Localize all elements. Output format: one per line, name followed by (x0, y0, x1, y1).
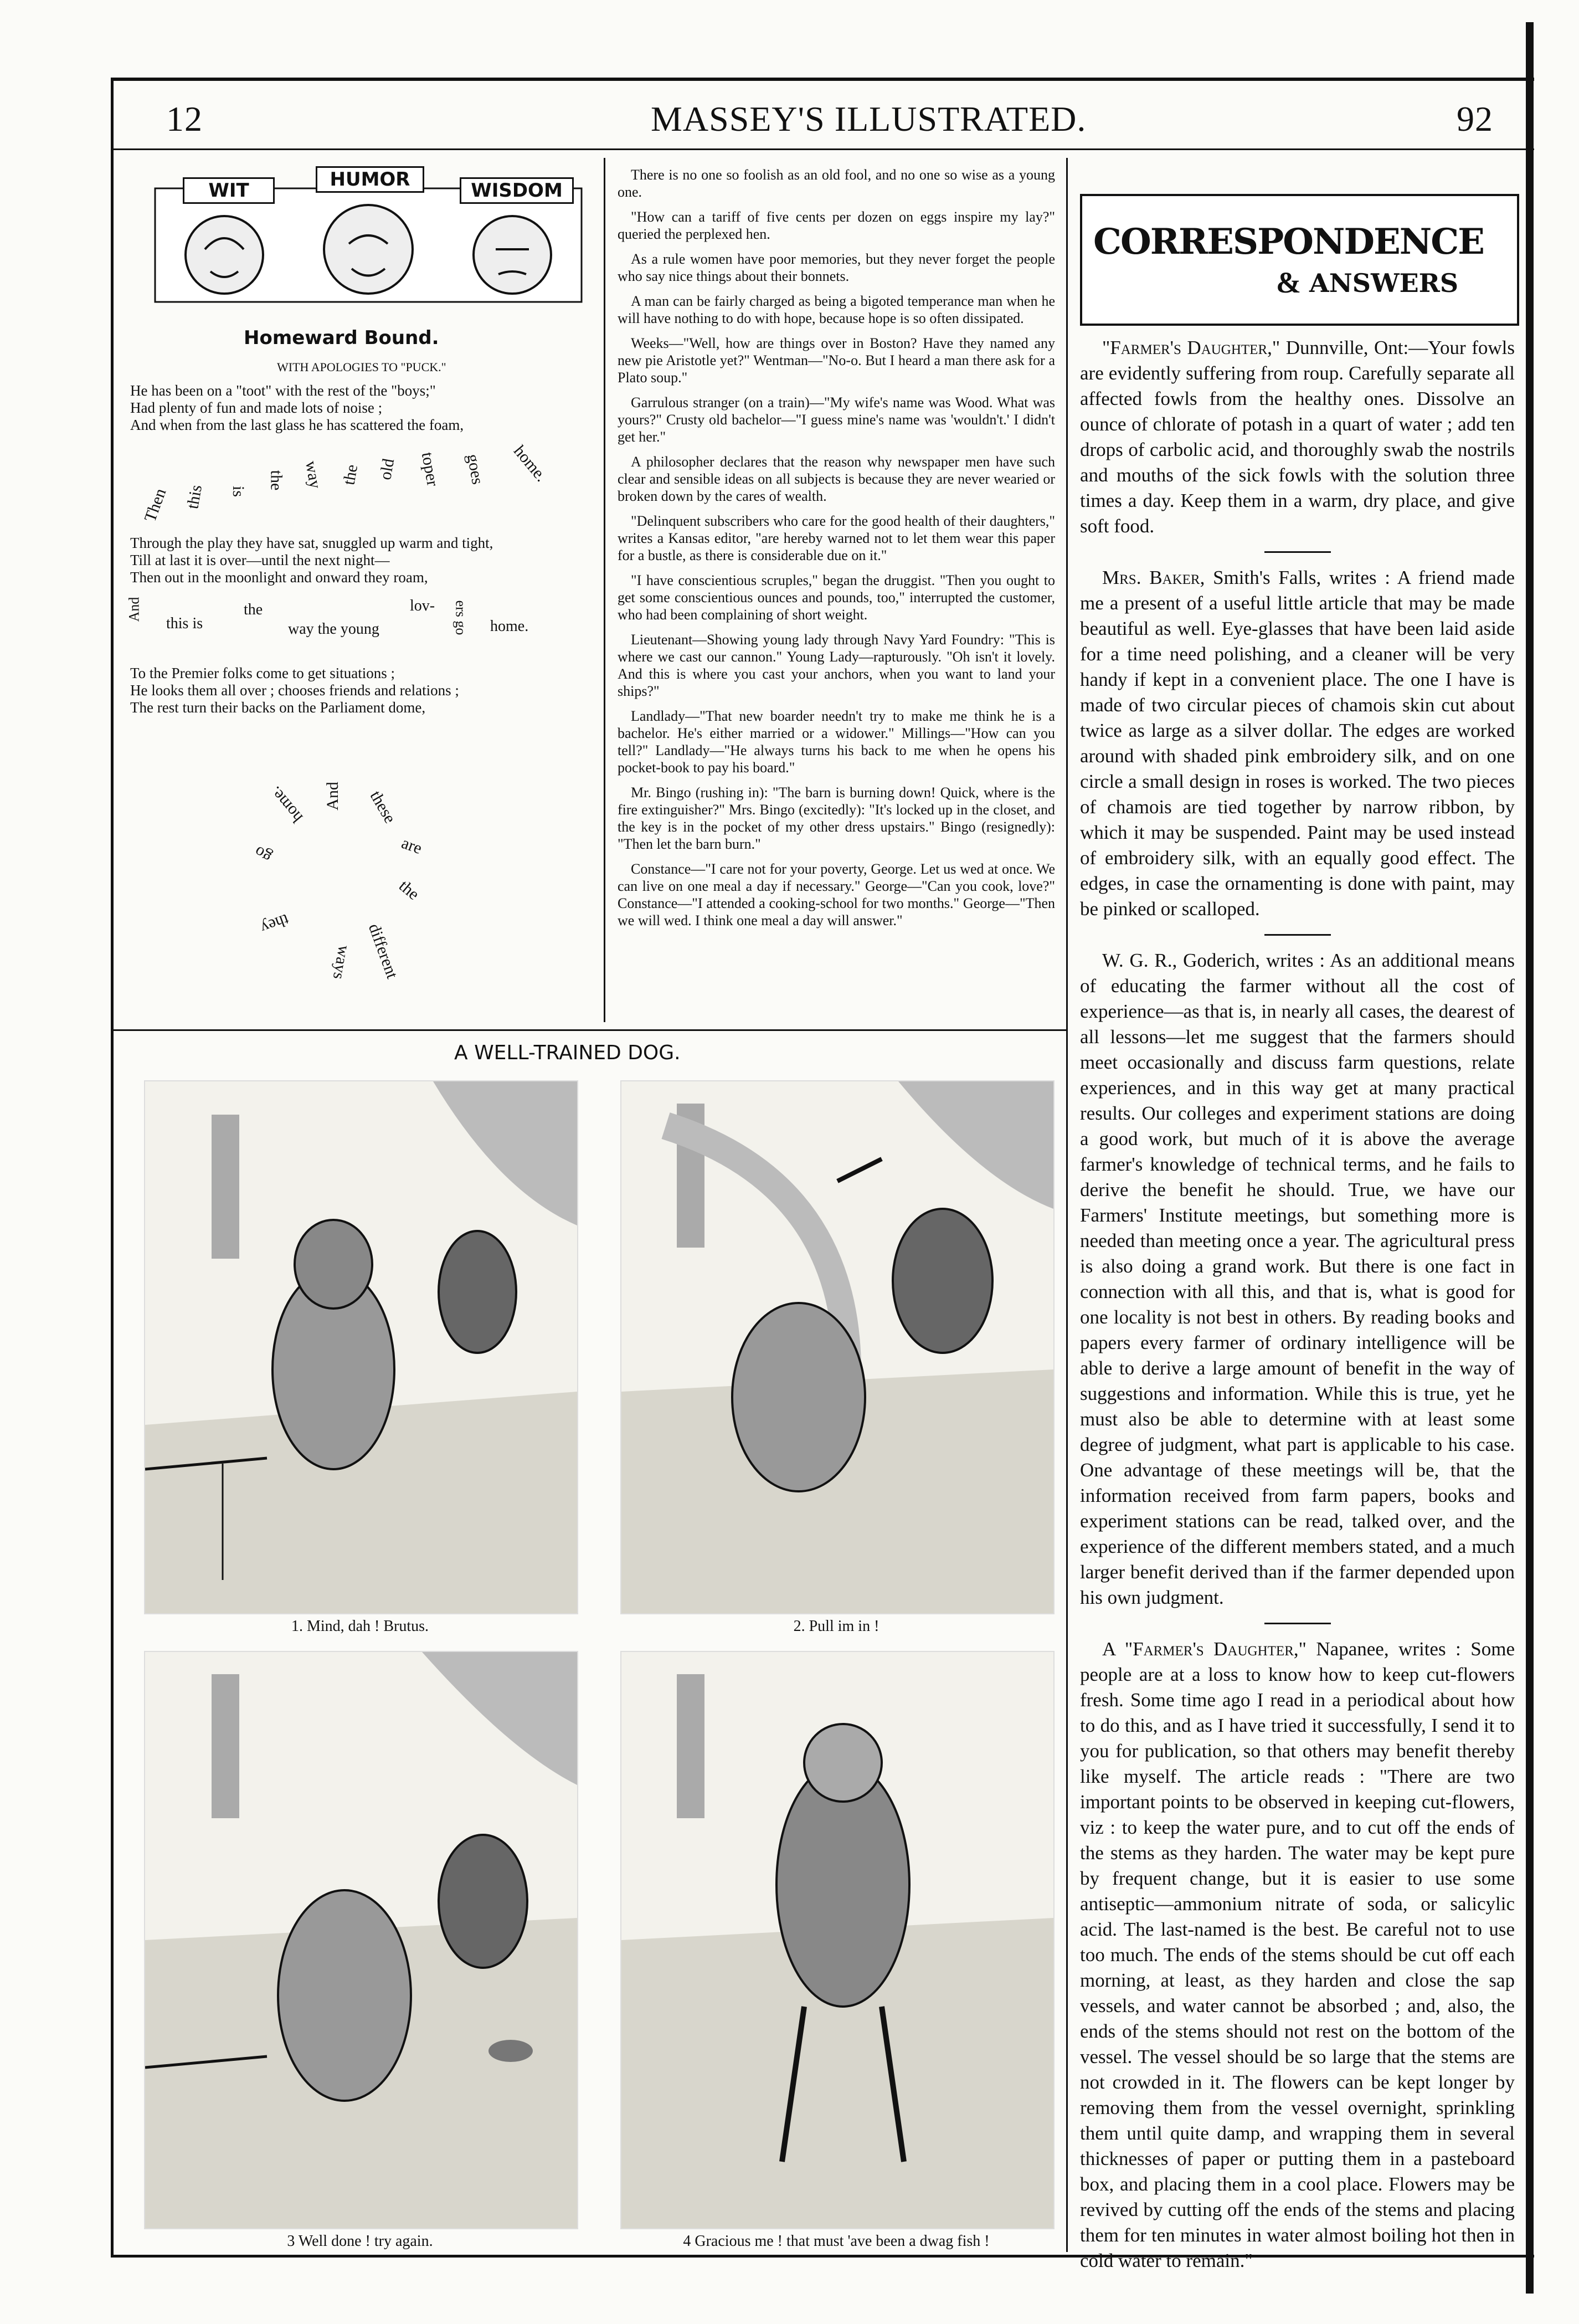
circle-word: And (323, 782, 342, 810)
comic-caption-4: 4 Gracious me ! that must 'ave been a dwag fish ! (683, 2233, 990, 2250)
joke: "How can a tariff of five cents per dozen on eggs inspire my lay?" queried the perplexed hen. (618, 209, 1055, 242)
banner-wisdom: WISDOM (460, 177, 574, 204)
poem-line: Had plenty of fun and made lots of noise ; (130, 399, 383, 416)
comic-panel-2 (620, 1080, 1055, 1614)
jokes-column (618, 166, 1055, 937)
letter-sender: Mrs. Baker, (1102, 567, 1205, 588)
poem-line: He looks them all over ; chooses friends and relations ; (130, 682, 459, 699)
wave-word: lov- (410, 597, 435, 614)
letter (1080, 565, 1515, 922)
joke: Garrulous stranger (on a train)—"My wife's name was Wood. What was yours?" Crusty old bachelor—"I guess mine's name was 'wouldn't.' I didn't get her." (618, 394, 1055, 445)
wave-word: is (229, 485, 248, 497)
joke: As a rule women have poor memories, but they never forget the people who say nice things about their bonnets. (618, 251, 1055, 284)
dog-rule (114, 1029, 1066, 1031)
letter-separator (1264, 934, 1331, 936)
dog-title: A WELL-TRAINED DOG. (454, 1042, 681, 1064)
circle-word: home. (266, 783, 307, 827)
comic-caption-3: 3 Well done ! try again. (287, 2233, 433, 2250)
circle-word: go (251, 842, 275, 867)
letter-body: Napanee, writes : Some people are at a loss to know how to keep cut-flowers fresh. Some time ago I read in a periodical about how to do this, and as I have tried it successfully, I send it to you for publication, so that others may benefit thereby like myself. The article reads : "There are two important points to be observed in keeping cut-flowers, viz : to keep the water pure, and to cut off the ends of the stems as they harden. The water may be kept pure by frequent change, but it is easier to use some antiseptic—ammonium nitrate of soda, or salicylic acid. The last-named is the best. Be careful not to use too much. The ends of the stems should be cut off each morning, at least, as they harden and close the sap vessels, and water cannot be absorbed ; and, also, the ends of the stems should not rest on the bottom of the vessel. The vessel should be so large that the stems are not crowded in it. The flowers can be kept longer by removing them from the vessel overnight, sprinkling them until quite damp, and wrapping them in several thicknesses of paper or putting them in a pasteboard box, and placing them in a cool place. Flowers may be revived by cutting off the ends of the stems and placing them for ten minutes in water almost boiling hot then in cold water to remain." (1080, 1638, 1515, 2271)
wave-word: way (301, 459, 325, 490)
letter (1080, 948, 1515, 1610)
wave-word: the (267, 470, 286, 491)
wave-word: ers go (452, 600, 469, 635)
dog-illustration (145, 1081, 577, 1613)
letter-sender: "Farmer's Daughter," (1102, 337, 1280, 358)
letter (1080, 1636, 1515, 2274)
correspondence-banner-answers: ANSWERS (1309, 268, 1459, 298)
page-title: MASSEY'S ILLUSTRATED. (651, 99, 1087, 138)
letter-sender: A "Farmer's Daughter," (1102, 1638, 1307, 1660)
circle-word: these (366, 787, 399, 827)
man-illustration (621, 1652, 1053, 2228)
poem-stanza-3 (130, 665, 459, 716)
correspondence-banner-amp: & (1276, 266, 1301, 299)
header-rule (111, 148, 1534, 150)
joke: A man can be fairly charged as being a bigoted temperance man when he will have nothing to do with hope, because hope is so often dissipated. (618, 293, 1055, 326)
circle-word: ways (329, 943, 353, 981)
letter-body: Smith's Falls, writes : A friend made me a present of a useful little article that may be made beautiful as well. Eye-glasses that have been laid aside for a time need polishing, and a cleaner will be very handy if kept in a convenient place. The one I have is made of two circular pieces of chamois skin cut about twice as large as a silver dollar. The edges are worked around with shaded pink embroidery silk, and on one circle a small design in roses is worked. The two pieces of chamois are tied together by narrow ribbon, by which it may be suspended. Paint may be used instead of embroidery silk, with an equally good effect. The edges, in case the ornamenting is done with paint, may be pinked or scalloped. (1080, 567, 1515, 920)
wave-word: home. (510, 442, 551, 485)
joke: Constance—"I care not for your poverty, George. Let us wed at once. We can live on one meal a day if necessary." George—"Can you cook, love?" Constance—"I attended a cooking-school for two months." George—"Then we will wed. I think one meal a day will answer." (618, 861, 1055, 928)
letter-sender: W. G. R., (1102, 950, 1177, 971)
letter-body: Dunnville, Ont:—Your fowls are evidently suffering from roup. Carefully separate all affected fowls from the healthy ones. Dissolve an ounce of chlorate of potash in a quart of water ; add ten drops of carbolic acid, and thoroughly swab the nostrils and mouths of the sick fowls with the solution three times a day. Keep them in a warm, dry place, and give soft food. (1080, 337, 1515, 537)
col-divider-2 (1066, 158, 1068, 2252)
wit-humor-wisdom-banner (150, 166, 587, 305)
letter-separator (1264, 551, 1331, 553)
correspondence-banner (1080, 194, 1519, 326)
wave-word: goes (463, 452, 487, 486)
page-number-right: 92 (1457, 99, 1493, 138)
joke: Weeks—"Well, how are things over in Boston? Have they named any new pie Aristotle yet?" Wentman—"No-o. But I heard a man there ask for a Plato soup." (618, 335, 1055, 386)
poem-line: The rest turn their backs on the Parliament dome, (130, 699, 426, 716)
frame-left (111, 78, 114, 2258)
dog-illustration (145, 1652, 577, 2228)
comic-panel-1 (144, 1080, 578, 1614)
letter-body: Goderich, writes : As an additional means of educating the farmer without all the cost of experience—as that is, in nearly all cases, the dearest of all lessons—let me suggest that the farmers should meet occasionally and discuss farm questions, relate experiences, and in this way get at many practical results. Our colleges and experiment stations are doing a good work, but much of it is above the average farmer's knowledge of technical terms, and he fails to derive the benefit he should. True, we have our Farmers' Institute meetings, but something more is needed than meeting once a year. The agricultural press is also doing a grand work. But there is one fact in connection with all this, and that is, what is good for one locality is not best in others. By reading books and papers every farmer of ordinary intelligence will be able to derive a large amount of benefit in the way of suggestions and information. While this is true, yet he must also be able to determine with at least some degree of judgment, what part is applicable to his case. One advantage of these meetings will be, that the information received from farm papers, books and experiment stations can be read, talked over, and the experience of the different members stated, and a much larger benefit derived than if the farmer depended upon his own judgment. (1080, 950, 1515, 1608)
poem-stanza-1 (130, 382, 464, 434)
wave-word: this is (166, 615, 203, 632)
letter (1080, 335, 1515, 539)
poem-title: Homeward Bound. (244, 327, 439, 349)
col-divider-1 (604, 158, 605, 1022)
poem-line: Till at last it is over—until the next night— (130, 552, 390, 568)
dog-illustration (621, 1081, 1053, 1613)
joke: Lieutenant—Showing young lady through Navy Yard Foundry: "This is where we cast our cannon." Young Lady—rapturously. "Oh isn't it lovely. And this is where you cast your anchors, when you want to land your ships?" (618, 632, 1055, 699)
wave-word: And (126, 597, 142, 622)
circle-word: are (399, 833, 425, 858)
wave-word: toper (418, 450, 442, 488)
correspondence-column (1080, 335, 1515, 2274)
frame-top (111, 78, 1534, 81)
wave-word: the (244, 601, 263, 618)
poem-line: Then out in the moonlight and onward they roam, (130, 569, 428, 586)
banner-wit: WIT (183, 177, 275, 204)
wave-word: this (183, 483, 206, 511)
comic-panel-3 (144, 1651, 578, 2229)
comic-caption-1: 1. Mind, dah ! Brutus. (291, 1618, 429, 1635)
poem-line: He has been on a "toot" with the rest of the "boys;" (130, 382, 436, 399)
joke: There is no one so foolish as an old fool, and no one so wise as a young one. (618, 167, 1055, 200)
wave-word: Then (141, 486, 170, 525)
poem-line: Through the play they have sat, snuggled up warm and tight, (130, 535, 493, 551)
letter-separator (1264, 1623, 1331, 1624)
circle-word: different (364, 921, 402, 981)
poem-line: To the Premier folks come to get situations ; (130, 665, 395, 681)
joke: Landlady—"That new boarder needn't try to make me think he is a bachelor. He's either married or a widower." Millings—"How can you tell?" Landlady—"He always turns his back to me when he opens his pocket-book to pay his board." (618, 708, 1055, 776)
wave-word: old (376, 457, 398, 481)
wave-word: home. (490, 618, 529, 635)
circle-word: the (395, 876, 423, 904)
poem-subtitle: WITH APOLOGIES TO "PUCK." (277, 360, 446, 374)
joke: "Delinquent subscribers who care for the good health of their daughters," writes a Kansas editor, "are hereby warned not to let them wear this paper for a bustle, as there is considerable due on it." (618, 513, 1055, 563)
comic-caption-2: 2. Pull im in ! (793, 1618, 879, 1635)
banner-humor: HUMOR (316, 166, 424, 193)
wave-word: way the young (288, 620, 379, 638)
poem-line: And when from the last glass he has scattered the foam, (130, 417, 464, 433)
wave-word: the (340, 463, 362, 486)
joke: Mr. Bingo (rushing in): "The barn is burning down! Quick, where is the fire extinguisher?" Mrs. Bingo (excitedly): "It's locked up in the closet, and the key is in the pocket of my other dress upstairs." Bingo (resignedly): "Then let the barn burn." (618, 784, 1055, 852)
joke: A philosopher declares that the reason why newspaper men have such clear and sensible ideas on all subjects is because they are never wearied or broken down by the cares of wealth. (618, 454, 1055, 504)
frame-right (1526, 22, 1534, 2294)
correspondence-banner-text: CORRESPONDENCE (1093, 221, 1484, 263)
comic-panel-4 (620, 1651, 1055, 2229)
joke: "I have conscientious scruples," began the druggist. "Then you ought to get some conscientious ounces and pounds, too," interrupted the customer, who had been complaining of short weight. (618, 572, 1055, 623)
page-number-left: 12 (166, 99, 203, 138)
circle-word: they (258, 910, 291, 937)
poem-stanza-2 (130, 535, 493, 586)
